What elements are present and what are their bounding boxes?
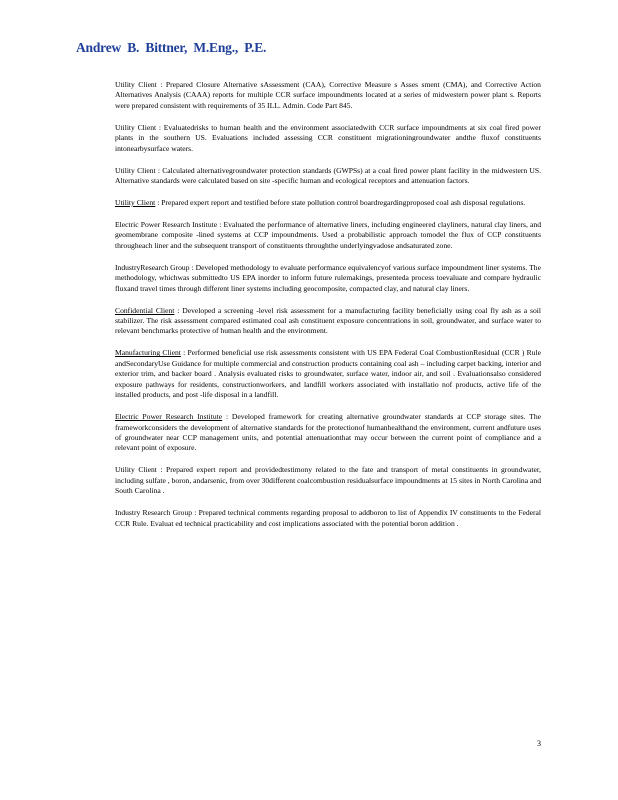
project-description: : Calculated alternativegroundwater protection standards (GWPSs) at a coal fired power plant facility in the midwestern US. Alternative standards were calculated based on site -specific human and ecological receptors and attenuation factors. (115, 165, 542, 186)
project-description: : Prepared expert report and testified before state pollution control boardregardingproposed coal ash disposal regulations. (157, 198, 526, 208)
project-description: : Prepared expert report and providedtestimony related to the fate and transport of metal constituents in groundwater, including sulfate , boron, andarsenic, from over 30different coalcombustion residualsurface impoundments at 15 sites in North Carolina and South Carolina . (115, 465, 541, 496)
project-description: : Evaluated the performance of alternative liners, including engineered clayliners, natural clay liners, and geomembrane composite -lined systems at CCP impoundments. Used a probabilistic approach tomodel the flux of CCP constituents througheach liner and the subsequent transport of constituents throughthe underlyingvadose andsaturated zone. (115, 220, 542, 250)
client-name: Utility Client (115, 122, 157, 132)
project-entry (115, 306, 541, 337)
project-entry (115, 348, 541, 400)
client-name: Utility Client (115, 465, 157, 475)
client-name: IndustryResearch Group (115, 262, 190, 272)
project-description: : Evaluatedrisks to human health and the environment associatedwith CCR surface impoundments at six coal fired power plants in the southern US. Evaluations included assessing CCR constituent migrationingroundwater andthe fluxof constituents intonearbysurface waters. (115, 122, 541, 153)
project-entry (115, 198, 541, 208)
client-name: Confidential Client (115, 305, 175, 315)
project-experience-list (115, 80, 541, 541)
project-entry (115, 465, 541, 496)
project-description: : Developed methodology to evaluate performance equivalencyof various surface impoundment liner systems. The methodology, whichwas submittedto US EPA inorder to inform future rulemakings, presenteda process toevaluate and compare hydraulic fluxand travel times through different liner systems including geocomposite, compacted clay, and natural clay liners. (115, 262, 541, 293)
author-name-header: Andrew B. Bittner, M.Eng., P.E. (76, 40, 267, 55)
project-entry (115, 412, 541, 454)
project-entry (115, 166, 541, 187)
page-number: 3 (537, 739, 541, 748)
project-entry (115, 508, 541, 529)
client-name: Utility Client (115, 165, 156, 175)
project-description: : Developed a screening -level risk assessment for a manufacturing facility beneficially using coal fly ash as a soil stabilizer. The risk assessment compared estimated coal ash constituent exposure concentrations in soil, groundwater, and surface water to relevant benchmarks protective of human health and the environment. (115, 305, 542, 336)
client-name: Industry Research Group (115, 508, 193, 518)
client-name: Electric Power Research Institute (115, 220, 218, 230)
project-description: : Performed beneficial use risk assessments consistent with US EPA Federal Coal CombustionResidual (CCR ) Rule andSecondaryUse Guidance for multiple commercial and construction products containing coal ash – including carpet backing, interior and exterior trim, and backer board . Analysis evaluated risks to groundwater, surface water, indoor air, and soil . Evaluationsalso considered exposure pathways for residents, constructionworkers, and landfill workers associated with installatio nof products, active life of the installed products, and post -life disposal in a landfill. (115, 348, 542, 400)
project-entry (115, 123, 541, 154)
project-entry (115, 80, 541, 111)
project-entry (115, 220, 541, 251)
project-description: : Prepared technical comments regarding proposal to addboron to list of Appendix IV constituents to the Federal CCR Rule. Evaluat ed technical practicability and cost implications associated with the potential boron addition . (115, 508, 541, 528)
client-name: Electric Power Research Institute (115, 412, 223, 422)
client-name: Manufacturing Client (115, 348, 181, 358)
project-description: : Developed framework for creating alternative groundwater standards at CCP storage sites. The frameworkconsiders the development of alternative standards for the protectionof humanhealthand the environment, current andfuture uses of groundwater near CCP management units, and potential attenuationthat may occur between the current point of compliance and a relevant point of exposure. (115, 412, 541, 453)
project-entry (115, 263, 541, 294)
project-description: : Prepared Closure Alternative sAssessment (CAA), Corrective Measure s Asses sment (CMA), and Corrective Action Alternatives Analysis (CAAA) reports for multiple CCR surface impoundments located at a series of midwestern power plant s. Reports were prepared consistent with requirements of 35 ILL. Admin. Code Part 845. (115, 80, 541, 110)
client-name: Utility Client (115, 198, 156, 208)
client-name: Utility Client (115, 80, 157, 89)
